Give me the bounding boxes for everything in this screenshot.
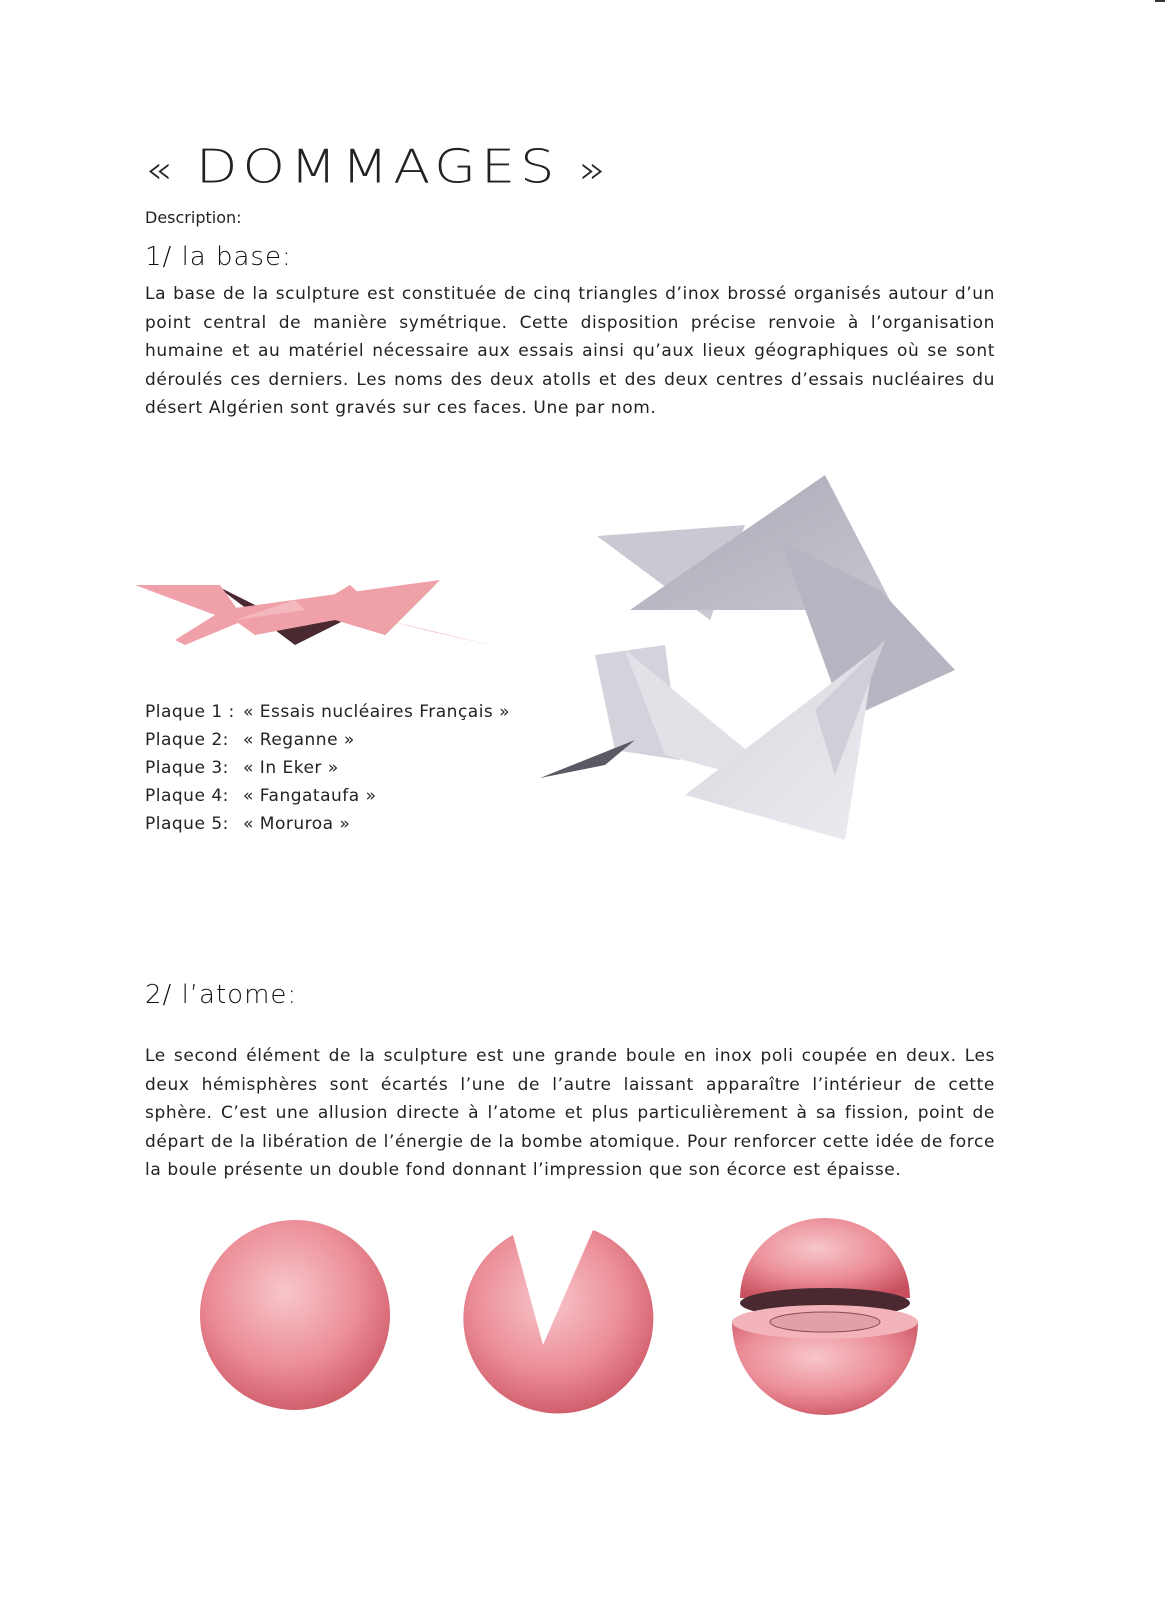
title-open-quote: « [145,148,177,192]
sphere-split [732,1218,918,1415]
section1-heading: 1/ la base: [145,242,292,272]
plaque-row: Plaque 1 : « Essais nucléaires Français » [145,702,511,722]
sphere-whole [200,1220,390,1410]
base-side-view-illustration [135,575,505,655]
page-title [145,140,610,194]
plaque-row: Plaque 4: « Fangataufa » [145,786,377,806]
plaque-shadow [540,740,635,778]
atom-spheres-illustration [195,1210,955,1420]
plaque-row: Plaque 3: « In Eker » [145,758,339,778]
section1-body: La base de la sculpture est constituée de cinq triangles d’inox brossé organisés autour d’un point central de manière symétrique. Cette disposition précise renvoie à l’organisation humaine et au matériel nécessaire aux essais ainsi qu’aux lieux géographiques où se sont déroulés ces derniers. Les noms des deux atolls et des deux centres d’essais nucléaires du désert Algérien sont gravés sur ces faces. Une par nom. [145,284,995,418]
section2-heading: 2/ l’atome: [145,980,298,1010]
sphere-cut [463,1230,653,1413]
plaque-row: Plaque 2: « Reganne » [145,730,355,750]
title-text: DOMMAGES [195,140,560,194]
section2-body: Le second élément de la sculpture est une grande boule en inox poli coupée en deux. Les deux hémisphères sont écartés l’une de l’autre laissant apparaître l’intérieur de cette sphère. C’est une allusion directe à l’atome et plus particulièrement à sa fission, point de départ de la libération de l’énergie de la bombe atomique. Pour renforcer cette idée de force la boule présente un double fond donnant l’impression que son écorce est épaisse. [145,1046,995,1180]
base-top-view-illustration [535,470,975,875]
plaque-row: Plaque 5: « Moruroa » [145,814,351,834]
page-corner-mark [1155,0,1165,16]
title-close-quote: » [578,148,611,192]
plaque-list [145,698,510,838]
description-label: Description: [145,208,242,227]
